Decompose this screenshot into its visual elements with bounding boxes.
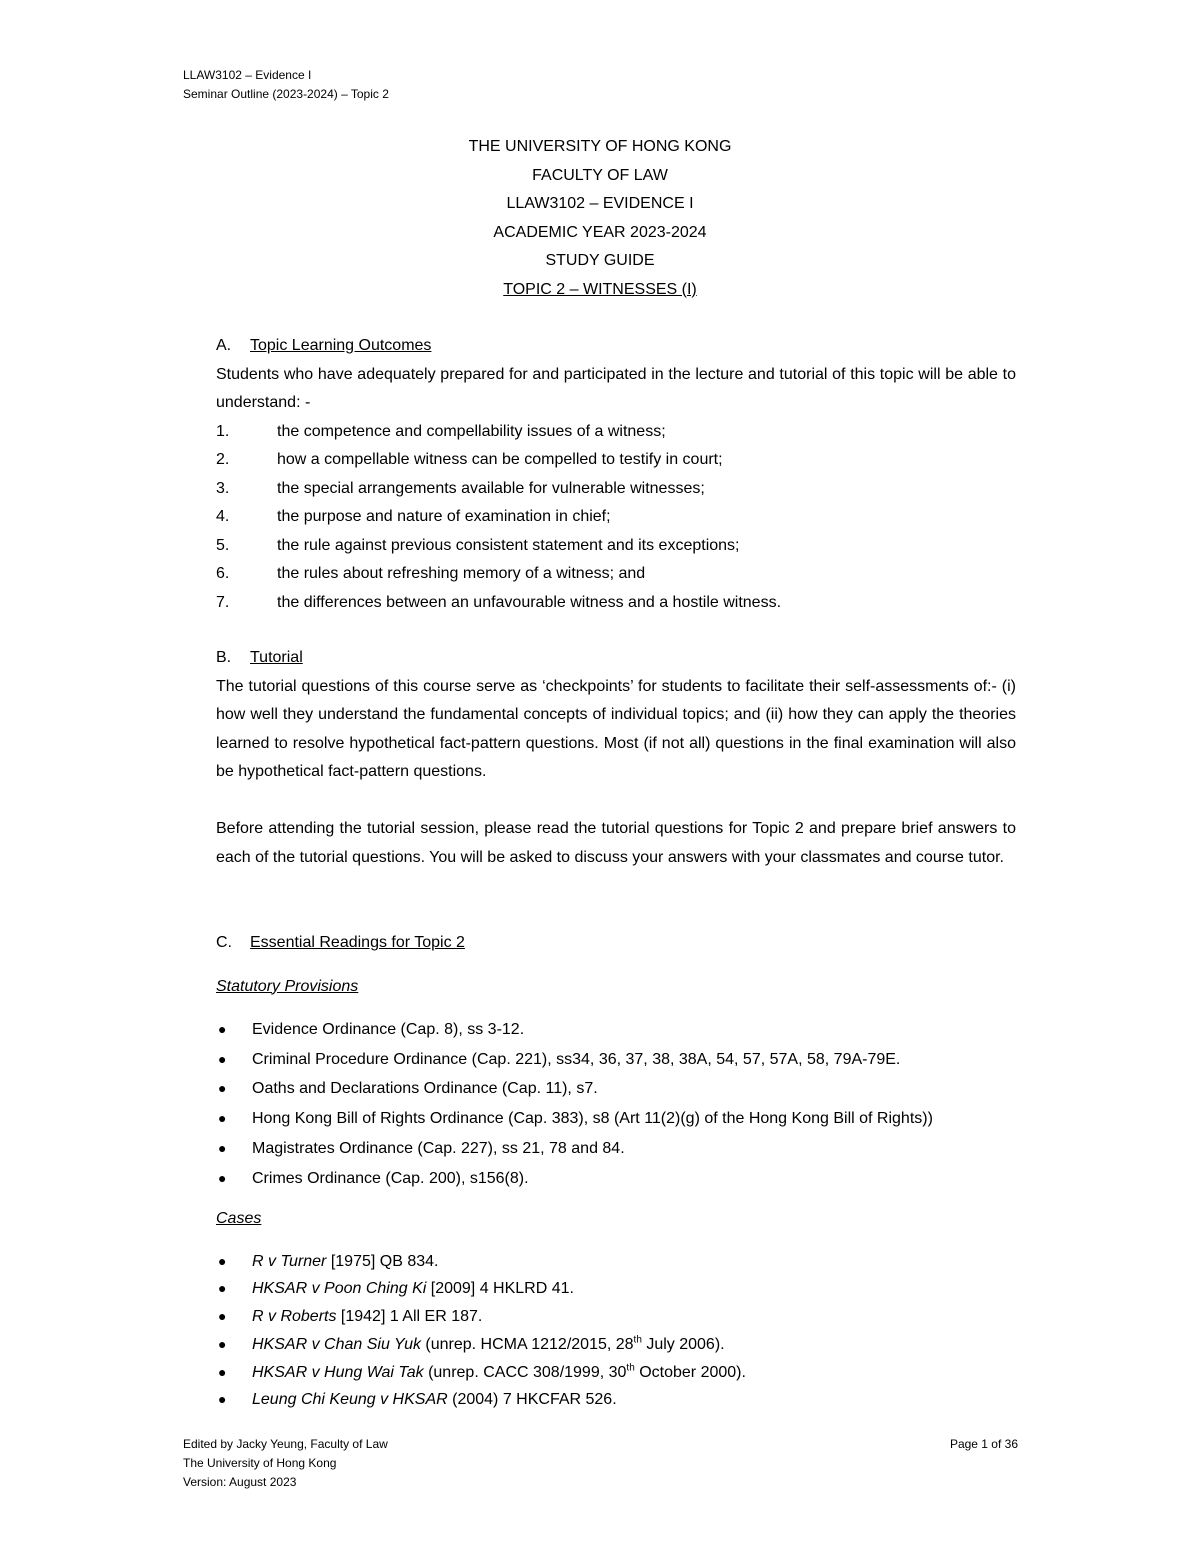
outcome-number: 6. bbox=[216, 565, 230, 582]
case-item bbox=[216, 1275, 1016, 1303]
statute-item bbox=[216, 1015, 1016, 1045]
statute-item bbox=[216, 1074, 1016, 1104]
statute-text: Crimes Ordinance (Cap. 200), s156(8). bbox=[252, 1169, 529, 1187]
case-citation: [1975] QB 834. bbox=[326, 1252, 439, 1270]
bullet-icon: ● bbox=[218, 1021, 227, 1037]
bullet-icon: ● bbox=[218, 1252, 227, 1269]
statute-item bbox=[216, 1164, 1016, 1194]
case-item bbox=[216, 1303, 1016, 1331]
case-item bbox=[216, 1386, 1016, 1414]
outcome-number: 2. bbox=[216, 451, 230, 468]
case-text bbox=[252, 1386, 617, 1414]
section-a-intro: Students who have adequately prepared for and participated in the lecture and tutorial of this topic will be able to understand: - bbox=[216, 365, 1016, 411]
case-citation-tail: October 2000). bbox=[634, 1363, 746, 1381]
case-citation-tail: July 2006). bbox=[641, 1335, 725, 1353]
case-name: HKSAR v Chan Siu Yuk bbox=[252, 1335, 421, 1353]
statute-item bbox=[216, 1134, 1016, 1164]
title-course: LLAW3102 – EVIDENCE I bbox=[506, 195, 694, 212]
outcome-text: how a compellable witness can be compelled to testify in court; bbox=[277, 451, 723, 468]
bullet-icon: ● bbox=[218, 1139, 227, 1156]
case-citation: [1942] 1 All ER 187. bbox=[336, 1308, 483, 1326]
bullet-icon: ● bbox=[218, 1391, 227, 1408]
bullet-icon: ● bbox=[218, 1280, 227, 1297]
statute-item bbox=[216, 1045, 1016, 1075]
title-block bbox=[0, 133, 1200, 304]
outcome-text: the rules about refreshing memory of a witness; and bbox=[277, 565, 646, 582]
outcome-text: the rule against previous consistent statement and its exceptions; bbox=[277, 536, 740, 554]
outcome-number: 1. bbox=[216, 422, 230, 440]
outcome-number: 7. bbox=[216, 593, 230, 611]
section-a-letter: A. bbox=[216, 337, 232, 354]
footer-editor: Edited by Jacky Yeung, Faculty of Law bbox=[183, 1437, 388, 1451]
footer-version: Version: August 2023 bbox=[183, 1475, 297, 1489]
section-c-letter: C. bbox=[216, 934, 232, 951]
section-c-title: Essential Readings for Topic 2 bbox=[250, 934, 465, 951]
outcome-item bbox=[216, 446, 1016, 475]
statute-text: Evidence Ordinance (Cap. 8), ss 3-12. bbox=[252, 1021, 525, 1038]
cases-heading: Cases bbox=[216, 1210, 262, 1228]
title-year: ACADEMIC YEAR 2023-2024 bbox=[493, 223, 707, 241]
cases-list bbox=[216, 1248, 1016, 1414]
section-b-letter: B. bbox=[216, 649, 232, 666]
outcome-item bbox=[216, 503, 1016, 532]
case-text bbox=[252, 1303, 482, 1331]
statute-text: Oaths and Declarations Ordinance (Cap. 11), s7. bbox=[252, 1080, 598, 1098]
case-citation: (2004) 7 HKCFAR 526. bbox=[447, 1391, 617, 1409]
section-a-title: Topic Learning Outcomes bbox=[250, 337, 432, 354]
outcome-number: 4. bbox=[216, 508, 230, 525]
title-topic-text: TOPIC 2 – WITNESSES (I) bbox=[503, 280, 697, 298]
statute-text: Magistrates Ordinance (Cap. 227), ss 21, 78 and 84. bbox=[252, 1139, 625, 1157]
case-name: HKSAR v Hung Wai Tak bbox=[252, 1363, 424, 1381]
section-a-heading bbox=[216, 332, 1016, 361]
bullet-icon: ● bbox=[218, 1110, 227, 1127]
case-name: Leung Chi Keung v HKSAR bbox=[252, 1391, 448, 1409]
section-b-heading bbox=[216, 644, 1016, 673]
bullet-icon: ● bbox=[218, 1363, 227, 1380]
outcome-item bbox=[216, 560, 1016, 589]
tutorial-paragraph-1: The tutorial questions of this course serve as ‘checkpoints’ for students to facilitate their self-assessments of:- (i) how well they understand the fundamental concepts of individual topics; and (ii) how they can apply the theories learned to resolve hypothetical fact-pattern questions. Most (if not all) questions in the final examination will also be hypothetical fact-pattern questions. bbox=[216, 677, 1016, 780]
outcome-number: 5. bbox=[216, 536, 230, 554]
title-faculty: FACULTY OF LAW bbox=[532, 166, 668, 184]
title-university: THE UNIVERSITY OF HONG KONG bbox=[468, 138, 732, 155]
statute-text: Criminal Procedure Ordinance (Cap. 221), ss34, 36, 37, 38, 38A, 54, 57, 57A, 58, 79A-79E. bbox=[252, 1050, 901, 1068]
case-name: R v Turner bbox=[252, 1252, 327, 1270]
outcome-item bbox=[216, 532, 1016, 561]
page-number: Page 1 of 36 bbox=[949, 1437, 1018, 1451]
ordinal-suffix: th bbox=[633, 1334, 642, 1346]
case-name: HKSAR v Poon Ching Ki bbox=[252, 1280, 427, 1298]
running-header bbox=[183, 66, 389, 104]
bullet-icon: ● bbox=[218, 1050, 227, 1067]
outcome-item bbox=[216, 418, 1016, 447]
header-outline: Seminar Outline (2023-2024) – Topic 2 bbox=[183, 87, 389, 101]
outcome-text: the purpose and nature of examination in chief; bbox=[277, 508, 611, 525]
outcomes-list bbox=[216, 418, 1016, 618]
ordinal-suffix: th bbox=[626, 1362, 635, 1374]
case-name: R v Roberts bbox=[252, 1308, 337, 1326]
statutes-list bbox=[216, 1015, 1016, 1193]
statute-text: Hong Kong Bill of Rights Ordinance (Cap. 383), s8 (Art 11(2)(g) of the Hong Kong Bill of Rights)) bbox=[252, 1110, 933, 1128]
bullet-icon: ● bbox=[218, 1080, 227, 1097]
case-citation: (unrep. CACC 308/1999, 30 bbox=[423, 1363, 627, 1381]
case-text bbox=[252, 1359, 746, 1387]
case-citation: [2009] 4 HKLRD 41. bbox=[426, 1280, 574, 1298]
case-text bbox=[252, 1275, 574, 1303]
case-item bbox=[216, 1248, 1016, 1276]
statutory-provisions-heading: Statutory Provisions bbox=[216, 977, 359, 995]
outcome-item bbox=[216, 589, 1016, 618]
section-c bbox=[216, 929, 1016, 1414]
footer-university: The University of Hong Kong bbox=[183, 1456, 337, 1470]
outcome-text: the differences between an unfavourable witness and a hostile witness. bbox=[277, 593, 782, 611]
outcome-number: 3. bbox=[216, 479, 230, 497]
outcome-text: the competence and compellability issues of a witness; bbox=[277, 422, 666, 440]
section-a bbox=[216, 332, 1016, 617]
section-b bbox=[216, 644, 1016, 872]
section-b-title: Tutorial bbox=[250, 649, 303, 666]
title-topic bbox=[0, 276, 1200, 305]
case-item bbox=[216, 1359, 1016, 1387]
case-text bbox=[252, 1331, 725, 1359]
outcome-item bbox=[216, 475, 1016, 504]
outcome-text: the special arrangements available for vulnerable witnesses; bbox=[277, 479, 705, 497]
case-text bbox=[252, 1248, 438, 1276]
page-footer bbox=[183, 1435, 1018, 1492]
bullet-icon: ● bbox=[218, 1335, 227, 1352]
bullet-icon: ● bbox=[218, 1308, 227, 1325]
case-item bbox=[216, 1331, 1016, 1359]
case-citation: (unrep. HCMA 1212/2015, 28 bbox=[420, 1335, 634, 1353]
header-course: LLAW3102 – Evidence I bbox=[183, 68, 312, 82]
statute-item bbox=[216, 1104, 1016, 1134]
title-guide: STUDY GUIDE bbox=[545, 252, 655, 269]
tutorial-paragraph-2: Before attending the tutorial session, please read the tutorial questions for Topic 2 and prepare brief answers to each of the tutorial questions. You will be asked to discuss your answers with your classmates and course tutor. bbox=[216, 820, 1016, 866]
bullet-icon: ● bbox=[218, 1169, 227, 1186]
section-c-heading bbox=[216, 929, 1016, 958]
